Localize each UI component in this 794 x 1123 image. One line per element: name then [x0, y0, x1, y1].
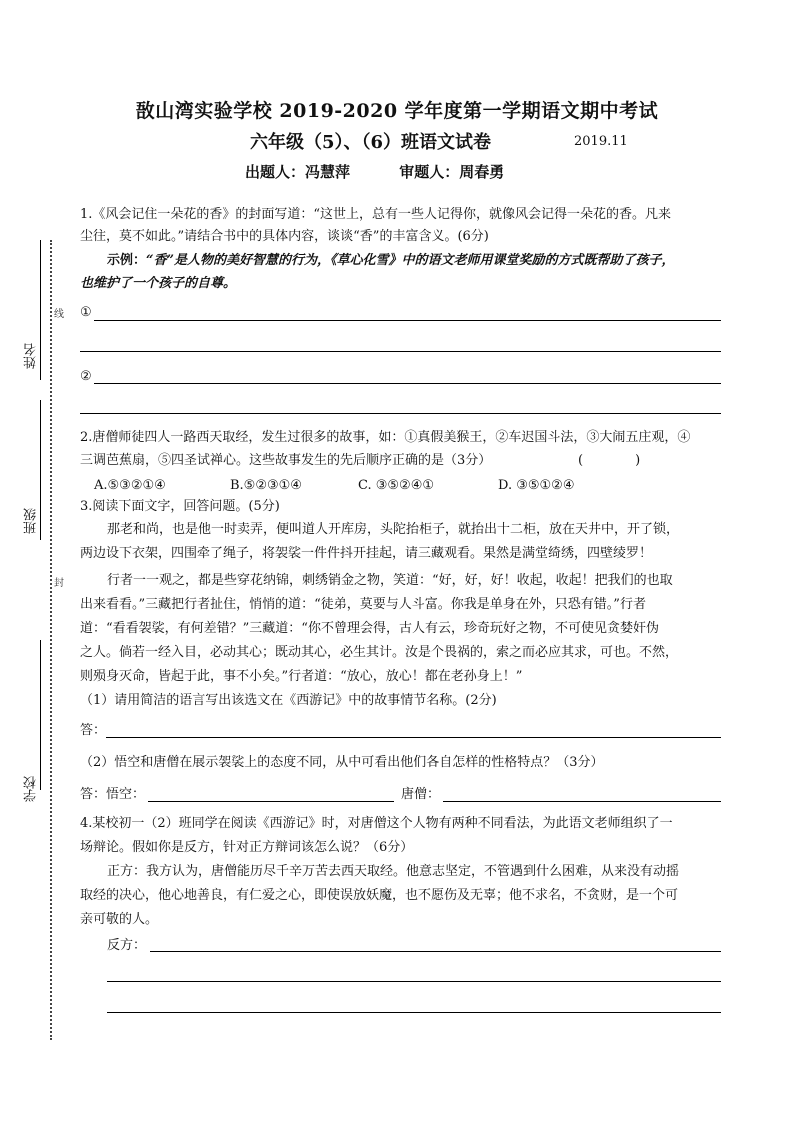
- reviewer: 审题人：周春勇: [399, 163, 505, 181]
- q1-blank1-marker: ①: [80, 305, 92, 320]
- q1-answer-line-4[interactable]: [80, 413, 721, 414]
- q1-answer-line-3[interactable]: [94, 383, 721, 384]
- binding-dotted-line: [50, 240, 52, 1040]
- exam-title: 敔山湾实验学校 2019-2020 学年度第一学期语文期中考试: [135, 100, 659, 122]
- q4-stem-line1: 4.某校初一（2）班同学在阅读《西游记》时，对唐僧这个人物有两种不同看法，为此语文老师组织了一: [80, 816, 673, 831]
- school-blank[interactable]: [40, 640, 41, 790]
- q1-stem-line2: 尘往，莫不如此。”请结合书中的具体内容，谈谈“香”的丰富含义。(6分): [80, 229, 489, 244]
- q2-option-a[interactable]: A.⑤③②①④: [94, 478, 166, 493]
- q3-sub1: （1）请用简洁的语言写出该选文在《西游记》中的故事情节名称。(2分): [80, 693, 497, 708]
- q3-stem: 3.阅读下面文字，回答问题。(5分): [80, 499, 280, 514]
- q1-example-line2: 也维护了一个孩子的自尊。: [80, 276, 237, 291]
- q3-para2-line4: 之人。倘若一经入目，必动其心；既动其心，必生其计。汝是个畏祸的，索之而必应其求，可也。不然，: [80, 645, 679, 660]
- q4-answer-line-2[interactable]: [107, 981, 721, 982]
- q3-para1-line2: 两边设下衣架，四围牵了绳子，将袈裟一件件抖开挂起，请三藏观看。果然是满堂绮绣，四壁绫罗！: [80, 546, 653, 561]
- q3-para2-line5: 则殒身灭命，皆起于此，事不小矣。”行者道：“放心，放心！都在老孙身上！”: [80, 669, 523, 684]
- q2-stem-line2: 三调芭蕉扇，⑤四圣试禅心。这些故事发生的先后顺序正确的是（3分）: [80, 453, 492, 468]
- q2-option-d[interactable]: D. ③⑤①②④: [498, 478, 575, 493]
- authors: [245, 161, 548, 182]
- q4-con-label: 反方：: [107, 938, 147, 953]
- seal-mark: 封: [54, 578, 64, 589]
- q2-stem-line1: 2.唐僧师徒四人一路西天取经，发生过很多的故事，如：①真假美猴王，②车迟国斗法，③大闹五庄观，④: [80, 430, 691, 445]
- q4-answer-line-3[interactable]: [107, 1012, 721, 1013]
- q3-para2-line2: 出来看看。”三藏把行者扯住，悄悄的道：“徒弟，莫要与人斗富。你我是单身在外，只恐有错。”行者: [80, 597, 646, 612]
- class-label: 班级: [24, 508, 39, 534]
- q3-sub1-answer-line[interactable]: [106, 737, 721, 738]
- q3-para2-line3: 道：“看看袈裟，有何差错？”三藏道：“你不曾理会得，古人有云，珍奇玩好之物，不可使见贪婪奸伪: [80, 621, 659, 636]
- q4-pro-line2: 取经的决心，他心地善良，有仁爱之心，即使误放妖魔，也不愿伤及无辜；他不求名，不贪财，是一个可: [80, 888, 679, 903]
- school-label: 学校: [24, 776, 39, 802]
- name-blank[interactable]: [40, 240, 41, 380]
- q1-example-line1: [107, 250, 674, 272]
- q3-sub2-wukong-line[interactable]: [148, 801, 394, 802]
- q3-sub1-answer-label: 答：: [80, 723, 107, 738]
- q1-example-text: “香”是人物的美好智慧的行为，《草心化雪》中的语文老师用课堂奖励的方式既帮助了孩子，: [146, 253, 675, 268]
- q1-stem-line1: 1.《风会记住一朵花的香》的封面写道：“这世上，总有一些人记得你，就像风会记得一朵花的香。凡来: [80, 207, 672, 222]
- q1-example-label: 示例：: [107, 253, 147, 268]
- q2-options: [94, 475, 714, 497]
- q2-option-c[interactable]: C. ③⑤②④①: [358, 478, 435, 493]
- exam-date: 2019.11: [574, 134, 628, 149]
- exam-subtitle: 六年级（5）、（6）班语文试卷: [250, 132, 492, 153]
- q3-sub2: （2）悟空和唐僧在展示袈裟上的态度不同，从中可看出他们各自怎样的性格特点？（3分）: [80, 755, 604, 770]
- line-mark: 线: [54, 309, 64, 320]
- q1-blank2-marker: ②: [80, 369, 92, 384]
- q3-para1-line1: 那老和尚，也是他一时卖弄，便叫道人开库房，头陀抬柜子，就抬出十二柜，放在天井中，开了锁，: [107, 522, 680, 537]
- q2-option-b[interactable]: B.⑤②③①④: [230, 478, 302, 493]
- q4-pro-line1: 正方：我方认为，唐僧能历尽千辛万苦去西天取经。他意志坚定，不管遇到什么困难，从来没有动摇: [107, 864, 680, 879]
- q3-sub2-tangseng-line[interactable]: [443, 801, 721, 802]
- q4-stem-line2: 场辩论。假如你是反方，针对正方辩词该怎么说？（6分）: [80, 840, 414, 855]
- setter: 出题人：冯慧萍: [245, 163, 351, 181]
- q1-answer-line-2[interactable]: [80, 351, 721, 352]
- class-blank[interactable]: [40, 400, 41, 540]
- q1-answer-line-1[interactable]: [94, 320, 721, 321]
- q3-sub2-tangseng-label: 唐僧：: [401, 787, 441, 802]
- name-label: 姓名: [24, 343, 39, 369]
- q3-sub2-wukong-label: 答：悟空：: [80, 787, 146, 802]
- q4-pro-line3: 亲可敬的人。: [80, 912, 159, 927]
- q2-answer-paren[interactable]: ( ): [578, 453, 641, 468]
- q4-answer-line-1[interactable]: [150, 951, 721, 952]
- q3-para2-line1: 行者一一观之，都是些穿花纳锦，刺绣销金之物，笑道：“好，好，好！收起，收起！把我们的也取: [107, 573, 673, 588]
